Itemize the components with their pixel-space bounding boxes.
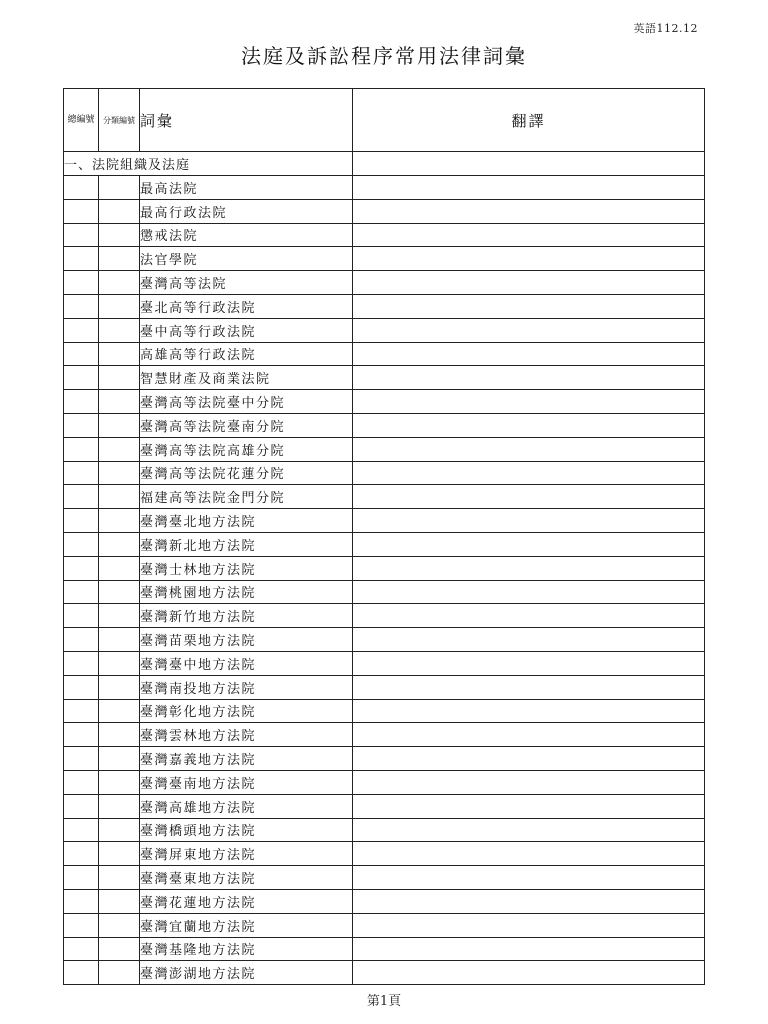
table-row — [64, 770, 705, 794]
document-title: 法庭及訴訟程序常用法律詞彙 — [241, 44, 527, 68]
term-cell: 福建高等法院金門分院 — [140, 485, 353, 509]
table-row — [64, 747, 705, 771]
column-header-total-number: 總編號 — [64, 89, 99, 152]
total-number-cell — [64, 413, 99, 437]
table-row — [64, 294, 705, 318]
term-cell: 臺灣高等法院臺南分院 — [140, 413, 353, 437]
table-row — [64, 889, 705, 913]
term-cell: 臺灣南投地方法院 — [140, 675, 353, 699]
total-number-cell — [64, 961, 99, 985]
translation-cell — [353, 604, 705, 628]
translation-cell — [353, 318, 705, 342]
table-row — [64, 628, 705, 652]
translation-cell — [353, 818, 705, 842]
category-number-cell — [99, 271, 140, 295]
total-number-cell — [64, 366, 99, 390]
category-number-cell — [99, 913, 140, 937]
translation-cell — [353, 485, 705, 509]
category-number-cell — [99, 461, 140, 485]
term-cell: 臺灣橋頭地方法院 — [140, 818, 353, 842]
category-number-cell — [99, 509, 140, 533]
translation-cell — [353, 842, 705, 866]
total-number-cell — [64, 556, 99, 580]
term-cell: 臺灣臺北地方法院 — [140, 509, 353, 533]
category-number-cell — [99, 699, 140, 723]
total-number-cell — [64, 199, 99, 223]
document-code: 英語112.12 — [633, 22, 698, 35]
translation-cell — [353, 889, 705, 913]
term-cell: 臺灣臺南地方法院 — [140, 770, 353, 794]
term-cell: 臺灣桃園地方法院 — [140, 580, 353, 604]
table-row — [64, 866, 705, 890]
category-number-cell — [99, 485, 140, 509]
category-number-cell — [99, 223, 140, 247]
total-number-cell — [64, 390, 99, 414]
term-cell: 最高行政法院 — [140, 199, 353, 223]
category-number-cell — [99, 770, 140, 794]
translation-cell — [353, 271, 705, 295]
term-cell: 臺灣屏東地方法院 — [140, 842, 353, 866]
table-row — [64, 651, 705, 675]
category-number-cell — [99, 437, 140, 461]
translation-cell — [353, 176, 705, 200]
translation-cell — [353, 509, 705, 533]
term-cell: 臺灣基隆地方法院 — [140, 937, 353, 961]
term-cell: 法官學院 — [140, 247, 353, 271]
category-number-cell — [99, 842, 140, 866]
table-row — [64, 961, 705, 985]
category-number-cell — [99, 532, 140, 556]
total-number-cell — [64, 770, 99, 794]
term-cell: 臺灣士林地方法院 — [140, 556, 353, 580]
glossary-body — [64, 152, 705, 985]
category-number-cell — [99, 342, 140, 366]
translation-cell — [353, 747, 705, 771]
term-cell: 高雄高等行政法院 — [140, 342, 353, 366]
total-number-cell — [64, 794, 99, 818]
table-row — [64, 532, 705, 556]
total-number-cell — [64, 437, 99, 461]
term-cell: 臺灣新竹地方法院 — [140, 604, 353, 628]
category-number-cell — [99, 390, 140, 414]
table-row — [64, 818, 705, 842]
total-number-cell — [64, 176, 99, 200]
term-cell: 懲戒法院 — [140, 223, 353, 247]
total-number-cell — [64, 889, 99, 913]
table-row — [64, 723, 705, 747]
table-row — [64, 794, 705, 818]
total-number-cell — [64, 699, 99, 723]
table-row — [64, 342, 705, 366]
total-number-cell — [64, 842, 99, 866]
term-cell: 臺灣嘉義地方法院 — [140, 747, 353, 771]
category-number-cell — [99, 651, 140, 675]
category-number-cell — [99, 199, 140, 223]
category-number-cell — [99, 818, 140, 842]
total-number-cell — [64, 461, 99, 485]
total-number-cell — [64, 913, 99, 937]
table-row — [64, 485, 705, 509]
column-header-term: 詞彙 — [140, 89, 353, 152]
term-cell: 臺灣臺東地方法院 — [140, 866, 353, 890]
category-number-cell — [99, 294, 140, 318]
translation-cell — [353, 390, 705, 414]
table-row — [64, 913, 705, 937]
term-cell: 最高法院 — [140, 176, 353, 200]
table-row — [64, 437, 705, 461]
section-title: 一、法院組織及法庭 — [64, 152, 353, 176]
translation-cell — [353, 342, 705, 366]
category-number-cell — [99, 604, 140, 628]
term-cell: 智慧財產及商業法院 — [140, 366, 353, 390]
translation-cell — [353, 413, 705, 437]
total-number-cell — [64, 509, 99, 533]
term-cell: 臺灣宜蘭地方法院 — [140, 913, 353, 937]
table-row — [64, 176, 705, 200]
total-number-cell — [64, 223, 99, 247]
table-row — [64, 247, 705, 271]
category-number-cell — [99, 794, 140, 818]
translation-cell — [353, 580, 705, 604]
translation-cell — [353, 723, 705, 747]
total-number-cell — [64, 723, 99, 747]
table-row — [64, 556, 705, 580]
translation-cell — [353, 556, 705, 580]
table-row — [64, 580, 705, 604]
page-number: 第1頁 — [366, 994, 402, 1009]
translation-cell — [353, 461, 705, 485]
category-number-cell — [99, 723, 140, 747]
category-number-cell — [99, 580, 140, 604]
translation-cell — [353, 794, 705, 818]
translation-cell — [353, 651, 705, 675]
category-number-cell — [99, 889, 140, 913]
total-number-cell — [64, 294, 99, 318]
total-number-cell — [64, 866, 99, 890]
category-number-cell — [99, 247, 140, 271]
term-cell: 臺灣雲林地方法院 — [140, 723, 353, 747]
category-number-cell — [99, 937, 140, 961]
total-number-cell — [64, 532, 99, 556]
total-number-cell — [64, 675, 99, 699]
total-number-cell — [64, 247, 99, 271]
translation-cell — [353, 532, 705, 556]
table-row — [64, 199, 705, 223]
total-number-cell — [64, 485, 99, 509]
translation-cell — [353, 961, 705, 985]
translation-cell — [353, 366, 705, 390]
table-row — [64, 366, 705, 390]
translation-cell — [353, 675, 705, 699]
translation-cell — [353, 699, 705, 723]
term-cell: 臺灣花蓮地方法院 — [140, 889, 353, 913]
term-cell: 臺灣高等法院 — [140, 271, 353, 295]
category-number-cell — [99, 675, 140, 699]
table-row — [64, 318, 705, 342]
table-header-row — [64, 89, 705, 152]
total-number-cell — [64, 580, 99, 604]
total-number-cell — [64, 318, 99, 342]
table-row — [64, 842, 705, 866]
translation-cell — [353, 937, 705, 961]
total-number-cell — [64, 651, 99, 675]
total-number-cell — [64, 628, 99, 652]
term-cell: 臺中高等行政法院 — [140, 318, 353, 342]
translation-cell — [353, 866, 705, 890]
translation-cell — [353, 247, 705, 271]
translation-cell — [353, 437, 705, 461]
total-number-cell — [64, 937, 99, 961]
total-number-cell — [64, 818, 99, 842]
column-header-category-number: 分類編號 — [99, 89, 140, 152]
table-row — [64, 937, 705, 961]
table-row — [64, 509, 705, 533]
term-cell: 臺灣彰化地方法院 — [140, 699, 353, 723]
translation-cell — [353, 628, 705, 652]
category-number-cell — [99, 961, 140, 985]
term-cell: 臺灣澎湖地方法院 — [140, 961, 353, 985]
translation-cell — [353, 294, 705, 318]
term-cell: 臺灣苗栗地方法院 — [140, 628, 353, 652]
term-cell: 臺灣高雄地方法院 — [140, 794, 353, 818]
translation-cell — [353, 913, 705, 937]
table-row — [64, 699, 705, 723]
total-number-cell — [64, 747, 99, 771]
category-number-cell — [99, 176, 140, 200]
category-number-cell — [99, 318, 140, 342]
category-number-cell — [99, 413, 140, 437]
term-cell: 臺北高等行政法院 — [140, 294, 353, 318]
term-cell: 臺灣臺中地方法院 — [140, 651, 353, 675]
term-cell: 臺灣新北地方法院 — [140, 532, 353, 556]
table-row — [64, 604, 705, 628]
translation-cell — [353, 152, 705, 176]
term-cell: 臺灣高等法院花蓮分院 — [140, 461, 353, 485]
translation-cell — [353, 223, 705, 247]
section-row — [64, 152, 705, 176]
table-row — [64, 413, 705, 437]
column-header-translation: 翻譯 — [353, 89, 705, 152]
category-number-cell — [99, 747, 140, 771]
table-row — [64, 271, 705, 295]
table-row — [64, 461, 705, 485]
category-number-cell — [99, 556, 140, 580]
category-number-cell — [99, 366, 140, 390]
total-number-cell — [64, 271, 99, 295]
table-row — [64, 675, 705, 699]
glossary-table — [63, 88, 705, 985]
total-number-cell — [64, 604, 99, 628]
table-row — [64, 390, 705, 414]
translation-cell — [353, 199, 705, 223]
category-number-cell — [99, 866, 140, 890]
term-cell: 臺灣高等法院臺中分院 — [140, 390, 353, 414]
category-number-cell — [99, 628, 140, 652]
translation-cell — [353, 770, 705, 794]
table-row — [64, 223, 705, 247]
term-cell: 臺灣高等法院高雄分院 — [140, 437, 353, 461]
total-number-cell — [64, 342, 99, 366]
